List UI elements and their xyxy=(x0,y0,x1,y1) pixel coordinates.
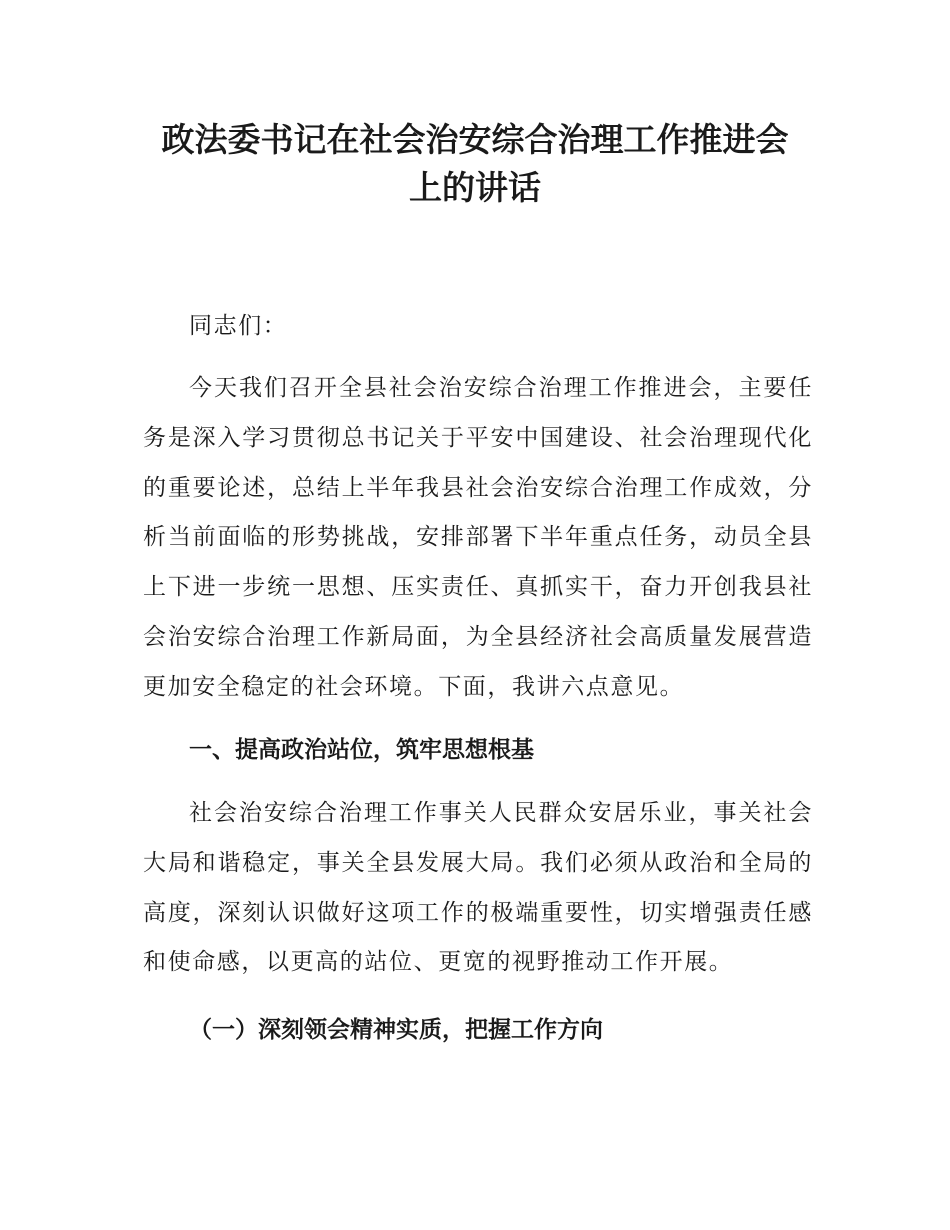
section-1-paragraph: 社会治安综合治理工作事关人民群众安居乐业，事关社会大局和谐稳定，事关全县发展大局。我们必须从政治和全局的高度，深刻认识做好这项工作的极端重要性，切实增强责任感和使命感，以更高的站位、更宽的视野推动工作开展。 xyxy=(143,800,813,976)
greeting: 同志们： xyxy=(189,313,288,339)
opening-paragraph: 今天我们召开全县社会治安综合治理工作推进会，主要任务是深入学习贯彻总书记关于平安中国建设、社会治理现代化的重要论述，总结上半年我县社会治安综合治理工作成效，分析当前面临的形势挑战，安排部署下半年重点任务，动员全县上下进一步统一思想、压实责任、真抓实干，奋力开创我县社会治安综合治理工作新局面，为全县经济社会高质量发展营造更加安全稳定的社会环境。下面，我讲六点意见。 xyxy=(143,375,813,700)
document-title-line-2: 上的讲话 xyxy=(409,168,541,207)
document-title-line-1: 政法委书记在社会治安综合治理工作推进会 xyxy=(161,120,789,159)
section-heading-1: 一、提高政治站位，筑牢思想根基 xyxy=(189,737,534,763)
subsection-heading-1: （一）深刻领会精神实质，把握工作方向 xyxy=(189,1017,603,1043)
